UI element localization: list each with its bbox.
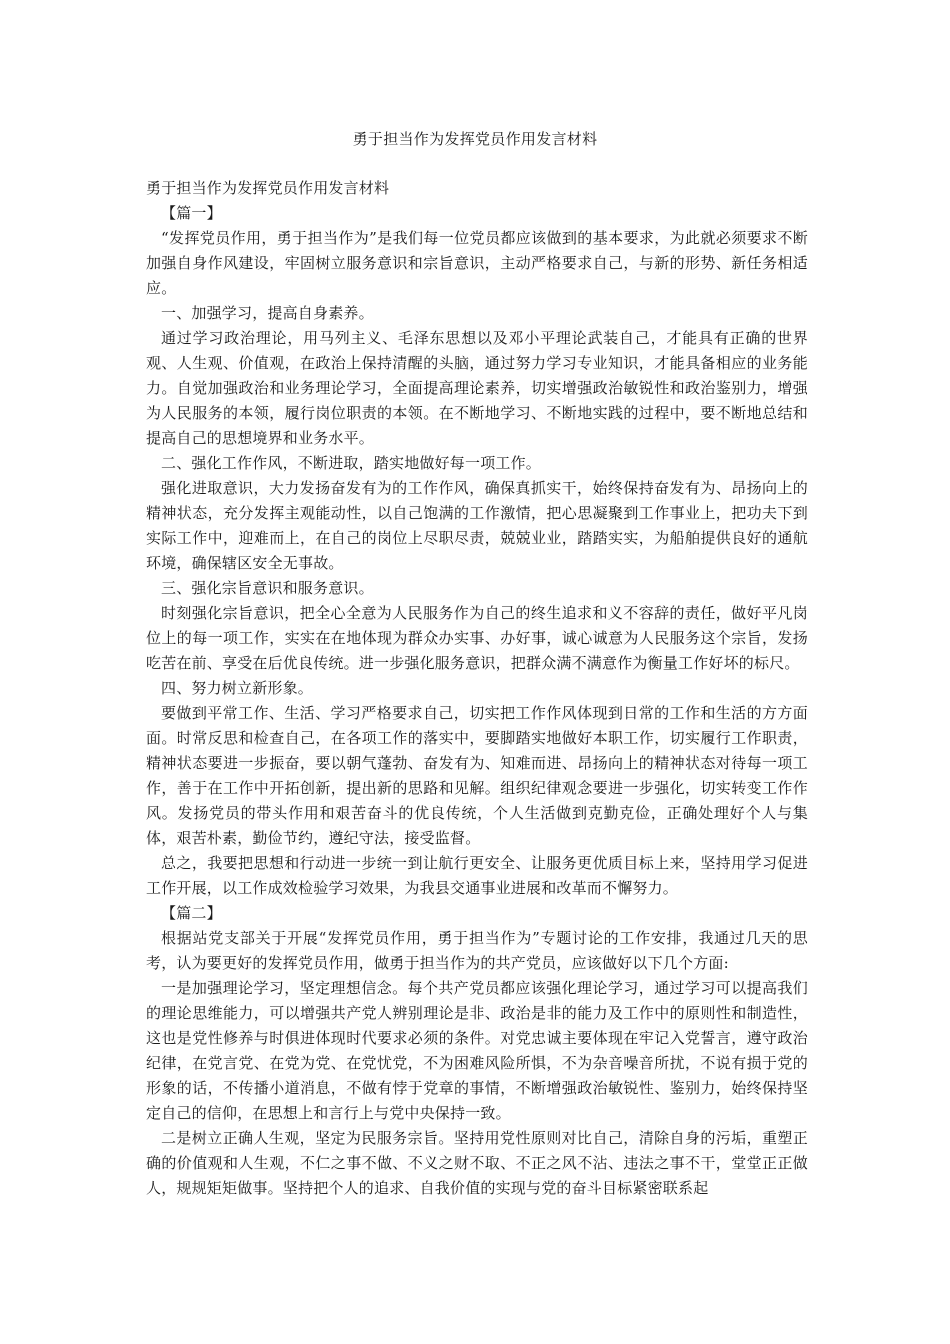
paragraph: “发挥党员作用，勇于担当作为”是我们每一位党员都应该做到的基本要求，为此就必须要求不断加强自身作风建设，牢固树立服务意识和宗旨意识，主动严格要求自己，与新的形势、新任务相适应。 — [146, 229, 808, 297]
section-heading: 三、强化宗旨意识和服务意识。 — [161, 579, 374, 597]
paragraph: 时刻强化宗旨意识，把全心全意为人民服务作为自己的终生追求和义不容辞的责任，做好平凡岗位上的每一项工作，实实在在地体现为群众办实事、办好事，诚心诚意为人民服务这个宗旨，发扬吃苦在前、享受在后优良传统。进一步强化服务意识，把群众满不满意作为衡量工作好坏的标尺。 — [146, 604, 808, 672]
paragraph: 总之，我要把思想和行动进一步统一到让航行更安全、让服务更优质目标上来，坚持用学习促进工作开展，以工作成效检验学习效果，为我县交通事业进展和改革而不懈努力。 — [146, 854, 808, 897]
paragraph: 根据站党支部关于开展“发挥党员作用，勇于担当作为”专题讨论的工作安排，我通过几天的思考，认为要更好的发挥党员作用，做勇于担当作为的共产党员，应该做好以下几个方面: — [146, 929, 808, 972]
paragraph: 二是树立正确人生观，坚定为民服务宗旨。坚持用党性原则对比自己，清除自身的污垢，重塑正确的价值观和人生观，不仁之事不做、不义之财不取、不正之风不沾、违法之事不干，堂堂正正做人，规规矩矩做事。坚持把个人的追求、自我价值的实现与党的奋斗目标紧密联系起 — [146, 1129, 808, 1197]
section-heading: 二、强化工作作风，不断进取，踏实地做好每一项工作。 — [161, 454, 542, 472]
document-body — [146, 176, 808, 1201]
paragraph: 一是加强理论学习，坚定理想信念。每个共产党员都应该强化理论学习，通过学习可以提高我们的理论思维能力，可以增强共产党人辨别理论是非、政治是非的能力及工作中的原则性和制造性，这也是党性修养与时俱进体现时代要求必须的条件。对党忠诚主要体现在牢记入党誓言，遵守政治纪律，在党言党、在党为党、在党忧党，不为困难风险所惧，不为杂音噪音所扰，不说有损于党的形象的话，不传播小道消息，不做有悖于党章的事情，不断增强政治敏锐性、鉴别力，始终保持坚定自己的信仰，在思想上和言行上与党中央保持一致。 — [146, 979, 808, 1122]
section-label-part2: 【篇二】 — [161, 904, 222, 922]
paragraph: 要做到平常工作、生活、学习严格要求自己，切实把工作作风体现到日常的工作和生活的方方面面。时常反思和检查自己，在各项工作的落实中，要脚踏实地做好本职工作，切实履行工作职责，精神状态要进一步振奋，要以朝气蓬勃、奋发有为、知难而进、昂扬向上的精神状态对待每一项工作，善于在工作中开拓创新，提出新的思路和见解。组织纪律观念要进一步强化，切实转变工作作风。发扬党员的带头作用和艰苦奋斗的优良传统，个人生活做到克勤克俭，正确处理好个人与集体，艰苦朴素，勤俭节约，遵纪守法，接受监督。 — [146, 704, 808, 847]
paragraph: 通过学习政治理论，用马列主义、毛泽东思想以及邓小平理论武装自己，才能具有正确的世界观、人生观、价值观，在政治上保持清醒的头脑，通过努力学习专业知识，才能具备相应的业务能力。自觉加强政治和业务理论学习，全面提高理论素养，切实增强政治敏锐性和政治鉴别力，增强为人民服务的本领，履行岗位职责的本领。在不断地学习、不断地实践的过程中，要不断地总结和提高自己的思想境界和业务水平。 — [146, 329, 808, 447]
paragraph: 强化进取意识，大力发扬奋发有为的工作作风，确保真抓实干，始终保持奋发有为、昂扬向上的精神状态，充分发挥主观能动性，以自己饱满的工作激情，把心思凝聚到工作事业上，把功夫下到实际工作中，迎难而上，在自己的岗位上尽职尽责，兢兢业业，踏踏实实，为船舶提供良好的通航环境，确保辖区安全无事故。 — [146, 479, 808, 572]
section-heading: 四、努力树立新形象。 — [161, 679, 314, 697]
document-title: 勇于担当作为发挥党员作用发言材料 — [352, 130, 598, 148]
document-subtitle: 勇于担当作为发挥党员作用发言材料 — [146, 179, 390, 197]
section-label-part1: 【篇一】 — [161, 204, 222, 222]
section-heading: 一、加强学习，提高自身素养。 — [161, 304, 374, 322]
